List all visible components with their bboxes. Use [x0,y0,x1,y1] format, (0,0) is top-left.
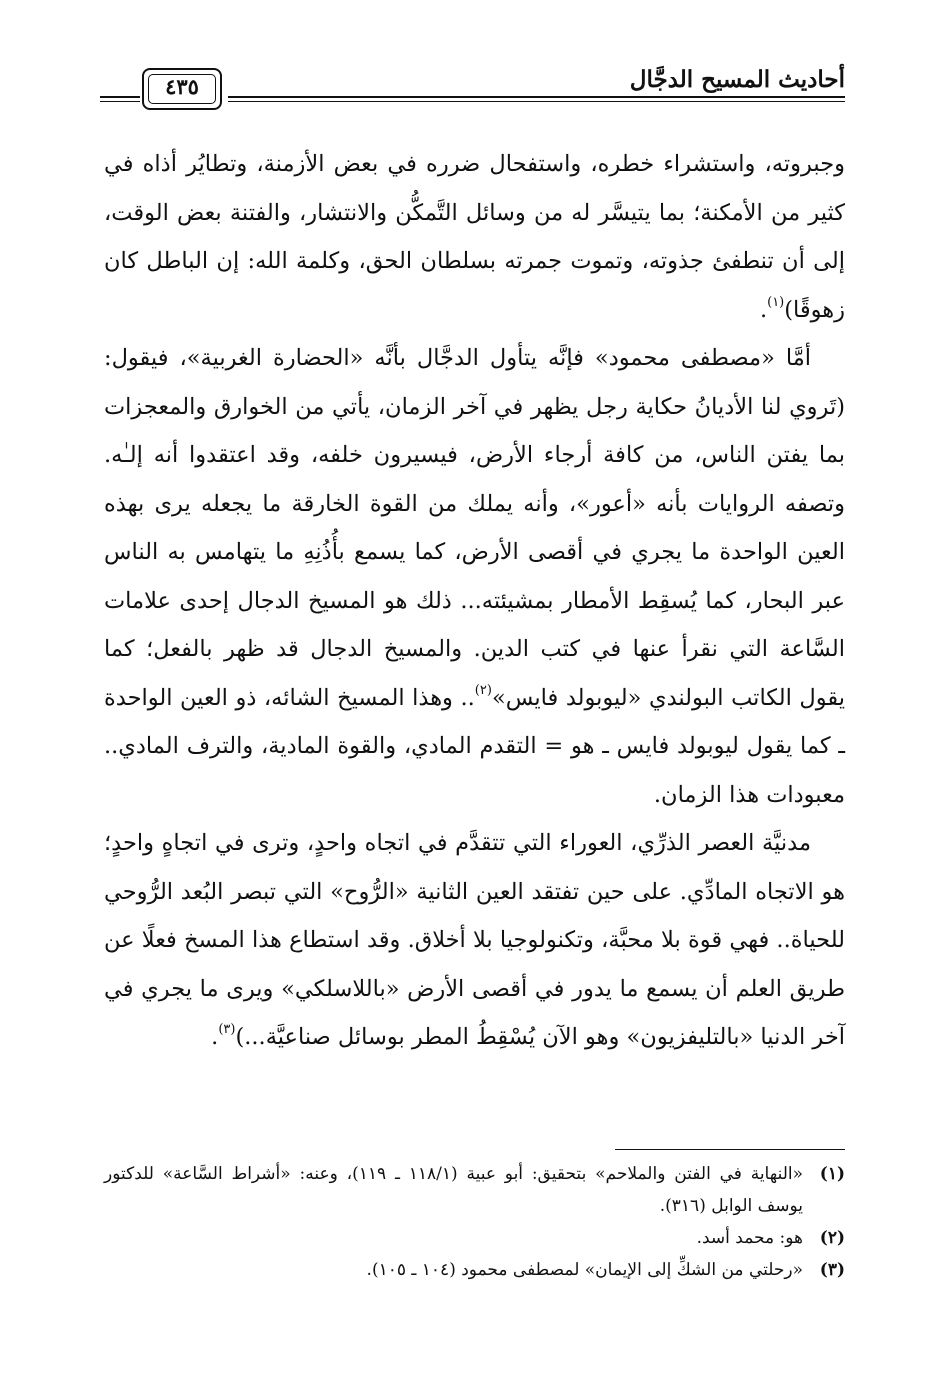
main-text [104,140,845,1062]
footnote-ref: (٣) [218,1022,236,1037]
paragraph-text: وجبروته، واستشراء خطره، واستفحال ضرره في بعض الأزمنة، وتطايُر أذاه في كثير من الأمكنة؛ بما يتيسَّر له من وسائل التَّمكُّن والانتشار، والفتنة بعض الوقت، إلى أن تنطفئ جذوته، وتموت جمرته بسلطان الحق، وكلمة الله: إن الباطل كان زهوقًا) [104,151,845,323]
paragraph-tail: . [759,296,768,323]
paragraph [104,819,845,1062]
page-number: ٤٣٥ [165,74,199,99]
footnote [104,1254,845,1286]
footnote [104,1222,845,1254]
footnote-number: (٢) [819,1228,845,1248]
header-rule [228,101,845,102]
header-rule [228,96,845,98]
page-number-frame [142,68,222,110]
footnote-ref: (١) [767,294,785,310]
paragraph-text: أمَّا «مصطفى محمود» فإنَّه يتأول الدجَّال بأنَّه «الحضارة الغربية»، فيقول: (تَروي لنا الأديانُ حكاية رجل يظهر في آخر الزمان، يأتي من الخوارق والمعجزات بما يفتن الناس، من كافة أرجاء الأرض، فيسيرون خلفه، وقد اعتقدوا أنه إلـٰه. وتصفه الروايات بأنه «أعور»، وأنه يملك من القوة الخارقة ما يجعله يرى بهذه العين الواحدة ما يجري في أقصى الأرض، كما يسمع بأُذُنِهِ ما يتهامس به الناس عبر البحار، كما يُسقِط الأمطار بمشيئته... ذلك هو المسيخ الدجال إحدى علامات السَّاعة التي نقرأ عنها في كتب الدين. والمسيخ الدجال قد ظهر بالفعل؛ كما يقول الكاتب البولندي «ليوبولد فايس» [104,345,846,711]
paragraph-text: مدنيَّة العصر الذرِّي، العوراء التي تتقدَّم في اتجاه واحدٍ، وترى في اتجاهٍ واحدٍ؛ هو الاتجاه المادِّي. على حين تفتقد العين الثانية «الرُّوح» التي تبصر البُعد الرُّوحي للحياة.. فهي قوة بلا محبَّة، وتكنولوجيا بلا أخلاق. وقد استطاع هذا المسخ فعلًا عن طريق العلم أن يسمع ما يدور في أقصى الأرض «باللاسلكي» ويرى ما يجري في آخر الدنيا «بالتليفزيون» وهو الآن يُسْقِطُ المطر بوسائل صناعيَّة...) [104,830,845,1050]
footnote-text: «رحلتي من الشكِّ إلى الإيمان» لمصطفى محمود (١٠٤ ـ ١٠٥). [366,1260,803,1280]
header-rule [100,101,140,102]
paragraph-tail: .. وهذا المسيخ الشائه، ذو العين الواحدة ـ كما يقول ليوبولد فايس ـ هو = التقدم المادي، والقوة المادية، والترف المادي.. معبودات هذا الزمان. [104,684,845,808]
footnote-number: (١) [819,1164,845,1184]
footnote [104,1158,845,1222]
paragraph [104,334,845,819]
footnote-separator [615,1149,845,1150]
footnote-ref: (٢) [474,682,492,698]
footnotes [104,1158,845,1286]
paragraph [104,140,845,334]
footnote-number: (٣) [819,1260,845,1280]
running-header [100,52,845,116]
paragraph-tail: . [211,1024,219,1050]
header-rule [100,96,140,98]
footnote-text: «النهاية في الفتن والملاحم» بتحقيق: أبو عبية (١١٨/١ ـ ١١٩)، وعنه: «أشراط السَّاعة» للدكتور يوسف الوابل (٣١٦). [104,1164,804,1216]
footnote-text: هو: محمد أسد. [696,1228,803,1248]
running-title: أحاديث المسيح الدجَّال [629,66,845,93]
